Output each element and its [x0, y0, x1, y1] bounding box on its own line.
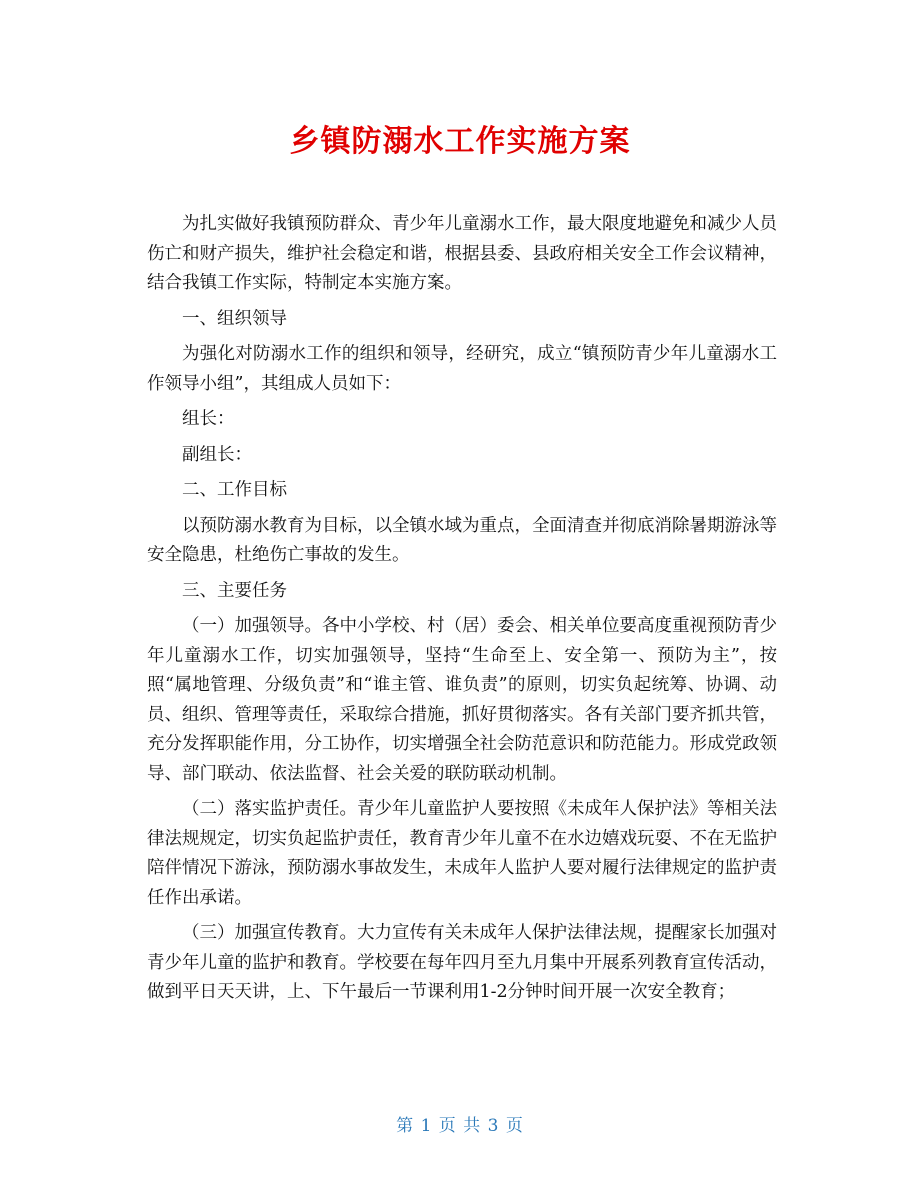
- task-2-paragraph: （二）落实监护责任。青少年儿童监护人要按照《未成年人保护法》等相关法律法规规定，切实负起监护责任，教育青少年儿童不在水边嬉戏玩耍、不在无监护陪伴情况下游泳，预防溺水事故发生，未成年人监护人要对履行法律规定的监护责任作出承诺。: [147, 799, 777, 908]
- intro-paragraph: 为扎实做好我镇预防群众、青少年儿童溺水工作，最大限度地避免和减少人员伤亡和财产损失，维护社会稳定和谐，根据县委、县政府相关安全工作会议精神，结合我镇工作实际，特制定本实施方案。: [147, 214, 777, 293]
- section-heading-organization: 一、组织领导: [182, 308, 287, 329]
- document-body: [147, 210, 777, 1014]
- organization-paragraph: 为强化对防溺水工作的组织和领导，经研究，成立“镇预防青少年儿童溺水工作领导小组”，其组成人员如下：: [147, 344, 777, 394]
- task-1-paragraph: （一）加强领导。各中小学校、村（居）委会、相关单位要高度重视预防青少年儿童溺水工作，切实加强领导，坚持“生命至上、安全第一、预防为主”，按照“属地管理、分级负责”和“谁主管、谁负责”的原则，切实负起统筹、协调、动员、组织、管理等责任，采取综合措施，抓好贯彻落实。各有关部门要齐抓共管，充分发挥职能作用，分工协作，切实增强全社会防范意识和防范能力。形成党政领导、部门联动、依法监督、社会关爱的联防联动机制。: [147, 616, 777, 784]
- goals-paragraph: 以预防溺水教育为目标，以全镇水域为重点，全面清查并彻底消除暑期游泳等安全隐患，杜绝伤亡事故的发生。: [147, 515, 777, 565]
- page-footer: 第 1 页 共 3 页: [396, 1116, 524, 1136]
- deputy-leader-line: 副组长：: [182, 444, 252, 465]
- section-heading-tasks: 三、主要任务: [182, 580, 287, 601]
- document-title: 乡镇防溺水工作实施方案: [289, 124, 631, 159]
- section-heading-goals: 二、工作目标: [182, 480, 287, 500]
- group-leader-line: 组长：: [182, 409, 235, 429]
- task-3-paragraph: （三）加强宣传教育。大力宣传有关未成年人保护法律法规，提醒家长加强对青少年儿童的监护和教育。学校要在每年四月至九月集中开展系列教育宣传活动，做到平日天天讲，上、下午最后一节课利用1-2分钟时间开展一次安全教育；: [147, 923, 777, 1002]
